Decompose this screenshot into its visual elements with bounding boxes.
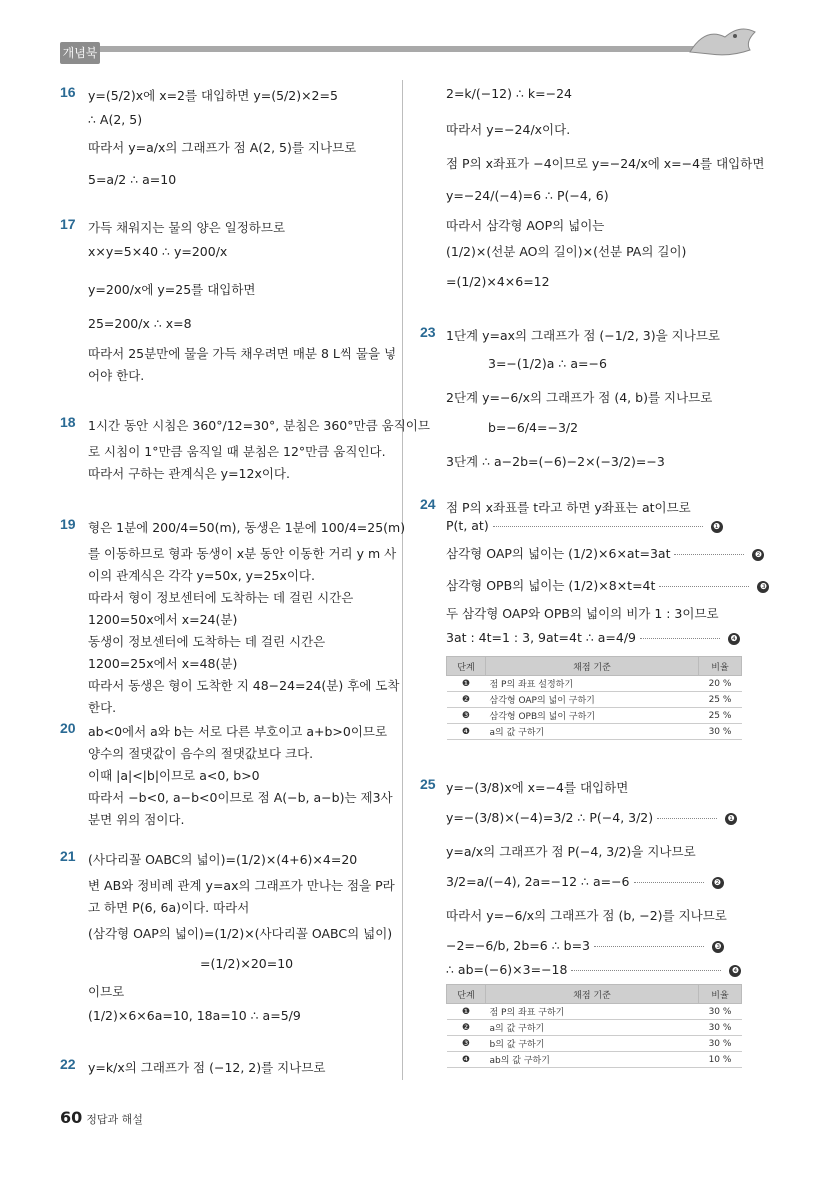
table-header: 채점 기준 [486, 657, 699, 676]
solution-line: 한다. [88, 700, 117, 715]
solution-line: P(t, at) ❶ [446, 518, 723, 533]
solution-line: −2=−6/b, 2b=6 ∴ b=3 ❸ [446, 938, 724, 953]
solution-line: 3단계 ∴ a−2b=(−6)−2×(−3/2)=−3 [446, 454, 665, 469]
section-tab: 개념북 [60, 42, 100, 64]
step-marker: ❹ [728, 633, 740, 645]
solution-line: 로 시침이 1°만큼 움직일 때 분침은 12°만큼 움직인다. [88, 444, 386, 459]
solution-line: (삼각형 OAP의 넓이)=(1/2)×(사다리꼴 OABC의 넓이) [88, 926, 393, 941]
problem-number: 25 [420, 776, 436, 792]
problem-number: 16 [60, 84, 76, 100]
table-header: 단계 [447, 657, 486, 676]
column-divider [402, 80, 403, 1080]
page-footer [60, 1108, 143, 1127]
solution-line: ∴ A(2, 5) [88, 112, 143, 127]
solution-line: 점 P의 x좌표가 −4이므로 y=−24/x에 x=−4를 대입하면 [446, 156, 765, 171]
solution-line: 형은 1분에 200/4=50(m), 동생은 1분에 100/4=25(m) [88, 520, 406, 535]
problem-number: 19 [60, 516, 76, 532]
solution-line: y=(5/2)x에 x=2를 대입하면 y=(5/2)×2=5 [88, 88, 338, 103]
solution-line: 따라서 y=a/x의 그래프가 점 A(2, 5)를 지나므로 [88, 140, 357, 155]
solution-line: y=−(3/8)×(−4)=3/2 ∴ P(−4, 3/2) ❶ [446, 810, 737, 825]
step-marker: ❹ [729, 965, 741, 977]
solution-line: 따라서 삼각형 AOP의 넓이는 [446, 218, 605, 233]
scoring-table [446, 656, 742, 740]
problem-number: 21 [60, 848, 76, 864]
solution-line: b=−6/4=−3/2 [488, 420, 579, 435]
page-number: 60 [60, 1108, 83, 1127]
table-header: 채점 기준 [486, 985, 699, 1004]
solution-line: 삼각형 OPB의 넓이는 (1/2)×8×t=4t ❸ [446, 576, 769, 594]
problem-number: 20 [60, 720, 76, 736]
solution-line: ab<0에서 a와 b는 서로 다른 부호이고 a+b>0이므로 [88, 724, 388, 739]
dragon-mascot-icon [680, 22, 760, 62]
solution-line: =(1/2)×20=10 [200, 956, 294, 971]
table-row: ❹ a의 값 구하기 30 % [447, 724, 742, 740]
problem-number: 22 [60, 1056, 76, 1072]
solution-line: 이때 |a|<|b|이므로 a<0, b>0 [88, 768, 260, 783]
solution-line: 2단계 y=−6/x의 그래프가 점 (4, b)를 지나므로 [446, 390, 713, 405]
step-marker: ❷ [752, 549, 764, 561]
step-marker: ❷ [712, 877, 724, 889]
table-row: ❸ b의 값 구하기 30 % [447, 1036, 742, 1052]
problem-number: 23 [420, 324, 436, 340]
step-marker: ❸ [757, 581, 769, 593]
solution-line: 1시간 동안 시침은 360°/12=30°, 분침은 360°만큼 움직이므 [88, 418, 430, 433]
problem-number: 18 [60, 414, 76, 430]
table-row: ❹ ab의 값 구하기 10 % [447, 1052, 742, 1068]
table-row: ❶ 점 P의 좌표 설정하기 20 % [447, 676, 742, 692]
table-row: ❷ a의 값 구하기 30 % [447, 1020, 742, 1036]
solution-line: 2=k/(−12) ∴ k=−24 [446, 86, 573, 101]
solution-line: 이므로 [88, 984, 125, 999]
solution-line: 1200=50x에서 x=24(분) [88, 612, 238, 627]
table-row: ❸ 삼각형 OPB의 넓이 구하기 25 % [447, 708, 742, 724]
table-header: 비율 [699, 985, 742, 1004]
solution-line: 어야 한다. [88, 368, 145, 383]
solution-line: 3/2=a/(−4), 2a=−12 ∴ a=−6 ❷ [446, 874, 724, 889]
solution-line: y=a/x의 그래프가 점 P(−4, 3/2)을 지나므로 [446, 844, 696, 859]
table-row: ❶ 점 P의 좌표 구하기 30 % [447, 1004, 742, 1020]
solution-line: 3at : 4t=1 : 3, 9at=4t ∴ a=4/9 ❹ [446, 630, 740, 645]
step-marker: ❶ [711, 521, 723, 533]
footer-label: 정답과 해설 [86, 1113, 143, 1126]
solution-line: y=200/x에 y=25를 대입하면 [88, 282, 256, 297]
solution-line: 따라서 −b<0, a−b<0이므로 점 A(−b, a−b)는 제3사 [88, 790, 393, 805]
table-header: 단계 [447, 985, 486, 1004]
solution-line: 따라서 구하는 관계식은 y=12x이다. [88, 466, 290, 481]
solution-line: 점 P의 x좌표를 t라고 하면 y좌표는 at이므로 [446, 500, 691, 515]
step-marker: ❶ [725, 813, 737, 825]
solution-line: x×y=5×40 ∴ y=200/x [88, 244, 228, 259]
solution-line: (1/2)×(선분 AO의 길이)×(선분 PA의 길이) [446, 244, 687, 259]
solution-line: y=−(3/8)x에 x=−4를 대입하면 [446, 780, 629, 795]
solution-line: =(1/2)×4×6=12 [446, 274, 550, 289]
step-marker: ❸ [712, 941, 724, 953]
solution-line: 두 삼각형 OAP와 OPB의 넓이의 비가 1 : 3이므로 [446, 606, 719, 621]
solution-line: (1/2)×6×6a=10, 18a=10 ∴ a=5/9 [88, 1008, 301, 1023]
solution-line: 이의 관계식은 각각 y=50x, y=25x이다. [88, 568, 315, 583]
solution-line: 동생이 정보센터에 도착하는 데 걸린 시간은 [88, 634, 326, 649]
problem-number: 17 [60, 216, 76, 232]
solution-line: (사다리꼴 OABC의 넓이)=(1/2)×(4+6)×4=20 [88, 852, 358, 867]
header-bar [60, 46, 740, 52]
solution-line: 따라서 25분만에 물을 가득 채우려면 매분 8 L씩 물을 넣 [88, 346, 397, 361]
solution-line: 가득 채워지는 물의 양은 일정하므로 [88, 220, 286, 235]
solution-line: y=−24/(−4)=6 ∴ P(−4, 6) [446, 188, 609, 203]
problem-number: 24 [420, 496, 436, 512]
solution-line: 1단계 y=ax의 그래프가 점 (−1/2, 3)을 지나므로 [446, 328, 720, 343]
scoring-table [446, 984, 742, 1068]
solution-line: y=k/x의 그래프가 점 (−12, 2)를 지나므로 [88, 1060, 326, 1075]
solution-line: 분면 위의 점이다. [88, 812, 185, 827]
solution-line: 25=200/x ∴ x=8 [88, 316, 192, 331]
solution-line: 따라서 형이 정보센터에 도착하는 데 걸린 시간은 [88, 590, 354, 605]
solution-line: 3=−(1/2)a ∴ a=−6 [488, 356, 607, 371]
solution-line: 따라서 동생은 형이 도착한 지 48−24=24(분) 후에 도착 [88, 678, 400, 693]
solution-line: 따라서 y=−24/x이다. [446, 122, 571, 137]
solution-line: 고 하면 P(6, 6a)이다. 따라서 [88, 900, 250, 915]
solution-line: 삼각형 OAP의 넓이는 (1/2)×6×at=3at ❷ [446, 544, 764, 562]
solution-line: 1200=25x에서 x=48(분) [88, 656, 238, 671]
solution-line: ∴ ab=(−6)×3=−18 ❹ [446, 962, 741, 977]
table-header: 비율 [699, 657, 742, 676]
solution-line: 변 AB와 정비례 관계 y=ax의 그래프가 만나는 점을 P라 [88, 878, 395, 893]
solution-line: 5=a/2 ∴ a=10 [88, 172, 177, 187]
solution-line: 따라서 y=−6/x의 그래프가 점 (b, −2)를 지나므로 [446, 908, 727, 923]
table-row: ❷ 삼각형 OAP의 넓이 구하기 25 % [447, 692, 742, 708]
solution-line: 를 이동하므로 형과 동생이 x분 동안 이동한 거리 y m 사 [88, 546, 397, 561]
solution-line: 양수의 절댓값이 음수의 절댓값보다 크다. [88, 746, 314, 761]
